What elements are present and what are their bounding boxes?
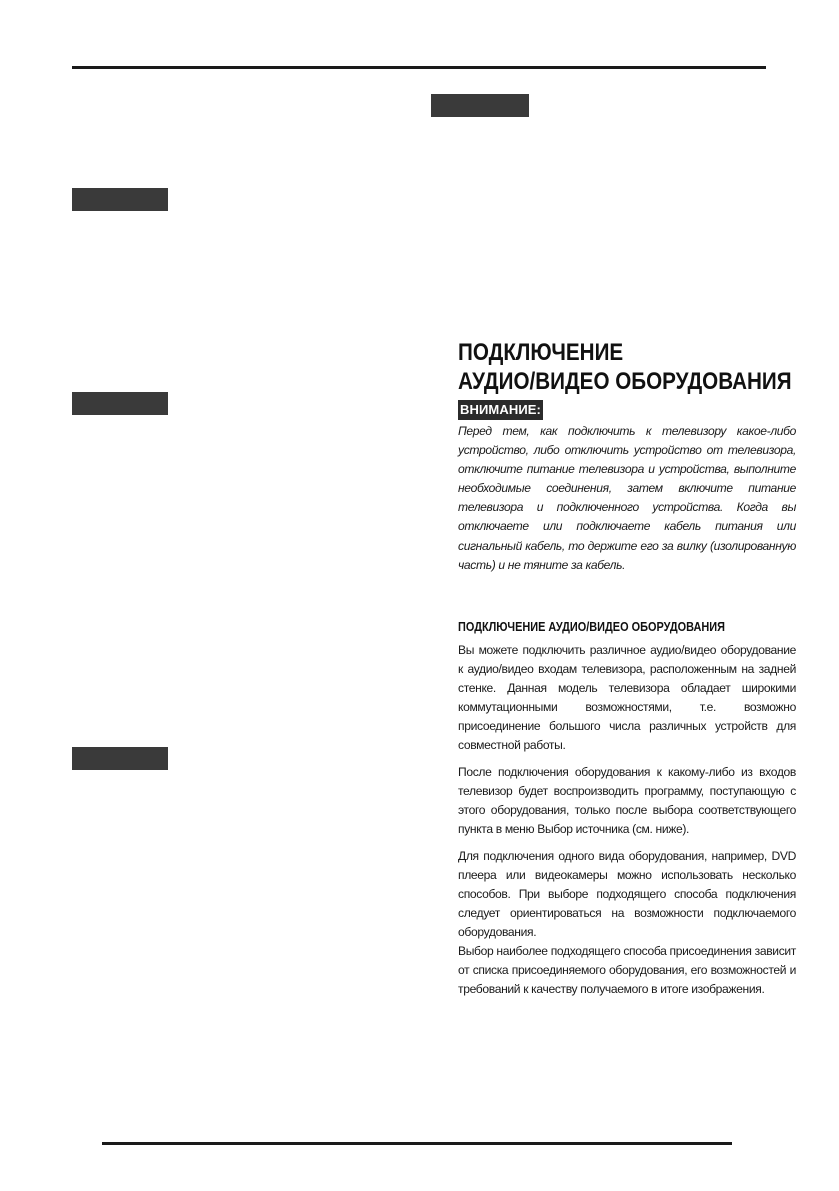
warning-text: Перед тем, как подключить к телевизору какое-либо устройство, либо отключить устройство от телевизора, отключите питание телевизора и устройства, выполните необходимые соединения, затем включите питание телевизора и подключенного устройства. Когда вы отключаете или подключаете кабель питания или сигнальный кабель, то держите его за вилку (изолированную часть) и не тяните за кабель. — [458, 424, 796, 572]
paragraph-4: Выбор наиболее подходящего способа присоединения зависит от списка присоединяемого оборудования, его возможностей и требований к качеству получаемого в итоге изображения. — [458, 944, 796, 996]
bottom-rule — [102, 1142, 732, 1145]
redaction-bar-left-2 — [72, 392, 168, 415]
paragraph-3: Для подключения одного вида оборудования, например, DVD плеера или видеокамеры можно использовать несколько способов. При выборе подходящего способа подключения следует ориентироваться на возможности подключаемого оборудования. — [458, 849, 796, 939]
section-body — [458, 641, 796, 1007]
redaction-bar-left-1 — [72, 188, 168, 211]
paragraph-2: После подключения оборудования к какому-либо из входов телевизор будет воспроизводить программу, поступающую с этого оборудования, только после выбора соответствующего пункта в меню Выбор источника (см. ниже). — [458, 765, 796, 836]
section-subheading: ПОДКЛЮЧЕНИЕ АУДИО/ВИДЕО ОБОРУДОВАНИЯ — [458, 619, 725, 634]
redaction-bar-top — [431, 94, 529, 117]
page-title-line2: АУДИО/ВИДЕО ОБОРУДОВАНИЯ — [458, 368, 792, 395]
top-rule — [72, 66, 766, 69]
page-title — [458, 338, 792, 396]
paragraph-1: Вы можете подключить различное аудио/видео оборудование к аудио/видео входам телевизора, расположенным на задней стенке. Данная модель телевизора обладает широкими коммутационными возможностями, т.е. возможно присоединение большого числа различных устройств для совместной работы. — [458, 643, 796, 752]
page-title-line1: ПОДКЛЮЧЕНИЕ — [458, 339, 624, 366]
redaction-bar-left-3 — [72, 747, 168, 770]
warning-badge: ВНИМАНИЕ: — [458, 400, 543, 420]
